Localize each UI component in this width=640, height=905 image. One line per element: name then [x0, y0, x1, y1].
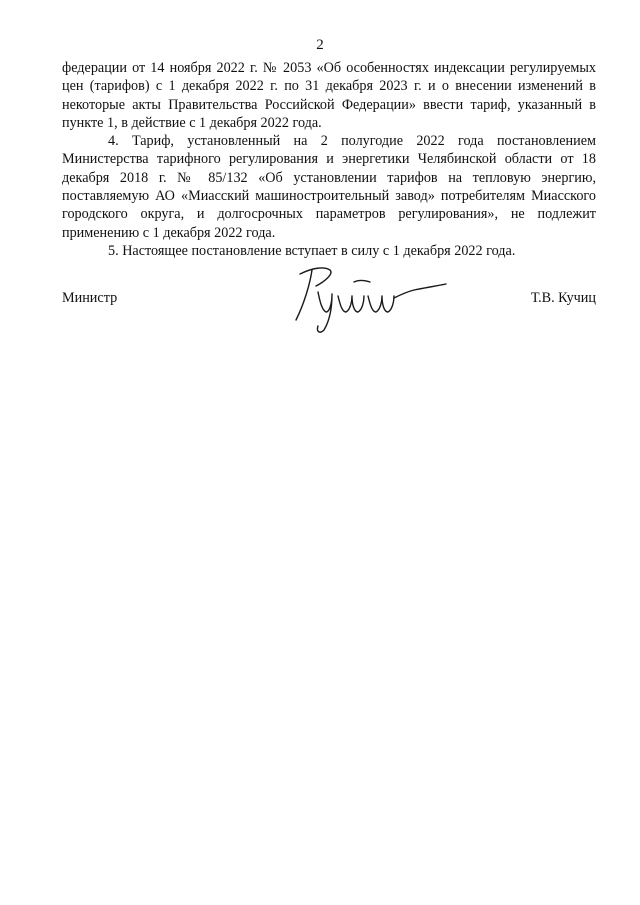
signature-block	[62, 262, 596, 342]
handwritten-signature	[290, 262, 450, 336]
signer-name: Т.В. Кучиц	[530, 290, 596, 306]
paragraph-item-5: 5. Настоящее постановление вступает в силу с 1 декабря 2022 года.	[108, 242, 516, 259]
document-body	[62, 59, 596, 260]
signer-position: Министр	[62, 290, 118, 306]
paragraph-item-4: 4. Тариф, установленный на 2 полугодие 2022 года постановлением Министерства тарифного регулирования и энергетики Челябинской области от 18 декабря 2018 г. № 85/132 «Об установлении тарифов на тепловую энергию, поставляемую АО «Миасский машиностроительный завод» потребителям Миасского городского округа, и долгосрочных параметров регулирования», не подлежит применению с 1 декабря 2022 года.	[62, 133, 596, 241]
paragraph-continuation: федерации от 14 ноября 2022 г. № 2053 «Об особенностях индексации регулируемых цен (тарифов) с 1 декабря 2022 г. по 31 декабря 2023 г. и о внесении изменений в некоторые акты Правительства Российской Федерации» ввести тариф, указанный в пункте 1, в действие с 1 декабря 2022 года.	[62, 60, 596, 131]
page-number: 2	[316, 37, 324, 53]
